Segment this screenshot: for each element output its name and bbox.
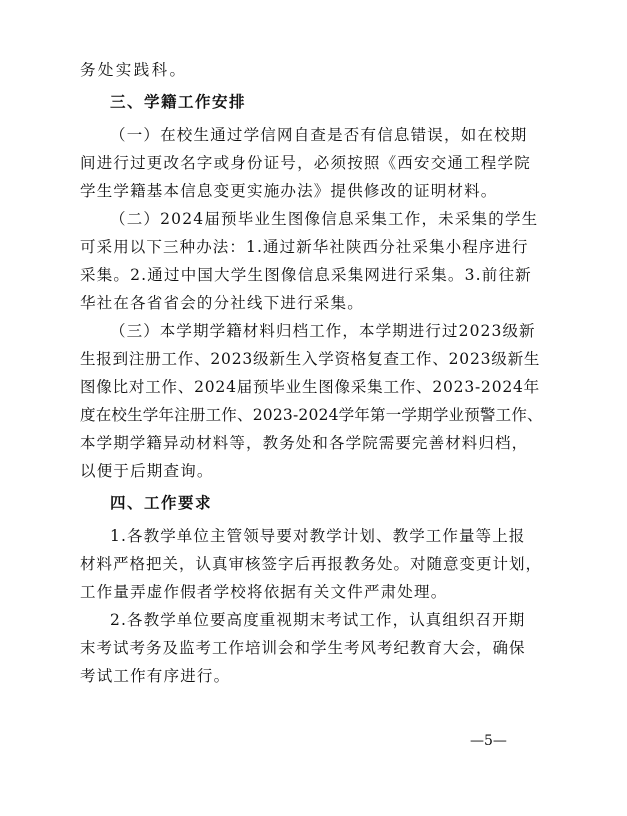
- paragraph-line: 以便于后期查询。: [80, 462, 214, 480]
- section-heading: 三、学籍工作安排: [110, 93, 247, 111]
- paragraph-line: 工作量弄虚作假者学校将依据有关文件严肃处理。: [80, 583, 448, 601]
- paragraph-line: 度在校生学年注册工作、2023-2024学年第一学期学业预警工作、: [80, 406, 543, 424]
- paragraph-line: 务处实践科。: [80, 61, 188, 79]
- paragraph-line: 采集。2.通过中国大学生图像信息采集网进行采集。3.前往新: [80, 266, 532, 284]
- paragraph-line: 本学期学籍异动材料等，教务处和各学院需要完善材料归档，: [80, 434, 529, 452]
- page-number: —5—: [470, 733, 507, 749]
- paragraph-line: 2.各教学单位要高度重视期末考试工作，认真组织召开期: [110, 611, 526, 629]
- paragraph-line: 华社在各省省会的分社线下进行采集。: [80, 294, 364, 312]
- paragraph-line: 材料严格把关，认真审核签字后再报教务处。对随意变更计划，: [80, 555, 543, 573]
- paragraph-line: 生报到注册工作、2023级新生入学资格复查工作、2023级新生: [80, 350, 541, 368]
- paragraph-line: 图像比对工作、2024届预毕业生图像采集工作、2023-2024年: [80, 378, 540, 396]
- paragraph-line: 间进行过更改名字或身份证号，必须按照《西安交通工程学院: [80, 154, 531, 172]
- section-heading: 四、工作要求: [110, 494, 213, 512]
- paragraph-line: （一）在校生通过学信网自查是否有信息错误，如在校期: [110, 126, 528, 144]
- paragraph-line: 考试工作有序进行。: [80, 667, 231, 685]
- paragraph-line: 末考试考务及监考工作培训会和学生考风考纪教育大会，确保: [80, 639, 526, 657]
- paragraph-line: （三）本学期学籍材料归档工作，本学期进行过2023级新: [110, 322, 536, 340]
- paragraph-line: （二）2024届预毕业生图像信息采集工作，未采集的学生: [110, 210, 539, 228]
- paragraph-line: 可采用以下三种办法：1.通过新华社陕西分社采集小程序进行: [80, 238, 529, 256]
- paragraph-line: 1.各教学单位主管领导要对教学计划、教学工作量等上报: [110, 527, 526, 545]
- paragraph-line: 学生学籍基本信息变更实施办法》提供修改的证明材料。: [80, 182, 498, 200]
